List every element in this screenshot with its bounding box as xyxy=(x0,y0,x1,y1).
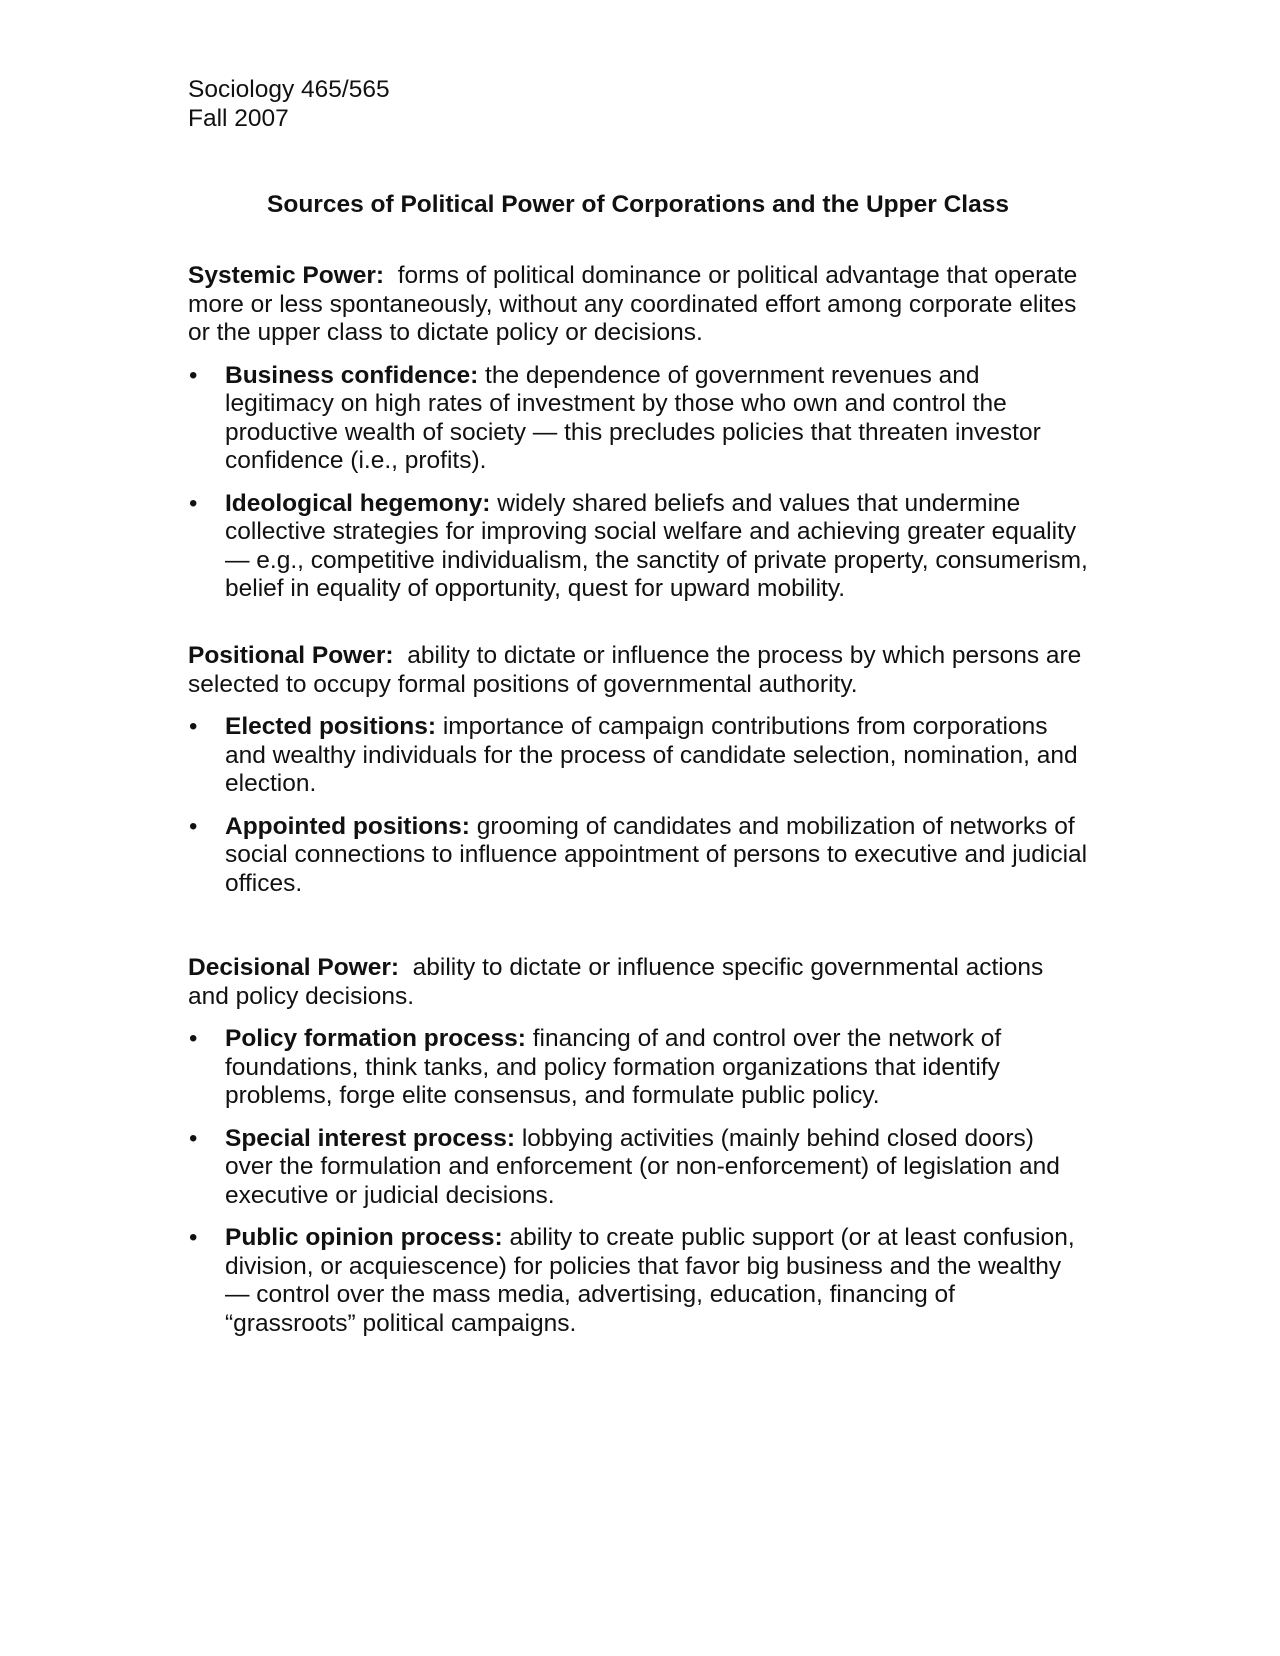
course-number: Sociology 465/565 xyxy=(188,76,390,103)
item-term: Policy formation process: xyxy=(225,1025,526,1052)
list-item xyxy=(188,1025,1088,1111)
list-item xyxy=(188,490,1088,604)
section-positional-power xyxy=(188,642,1088,898)
section-decisional-power xyxy=(188,954,1088,1338)
section-intro xyxy=(188,954,1088,1011)
section-intro xyxy=(188,642,1088,699)
course-term: Fall 2007 xyxy=(188,104,289,132)
list-item xyxy=(188,713,1088,799)
item-text: financing of and control over the network of foundations, think tanks, and policy formation organizations that identify problems, forge elite consensus, and formulate public policy. xyxy=(225,1025,1002,1109)
item-text: the dependence of government revenues and legitimacy on high rates of investment by those who own and control the productive wealth of society — this precludes policies that threaten investor confidence (i.e., profits). xyxy=(225,361,1041,474)
item-term: Business confidence: xyxy=(225,361,479,389)
bullet-icon: • xyxy=(189,713,198,740)
item-term: Elected positions: xyxy=(225,713,437,740)
section-description: forms of political dominance or political advantage that operate more or less spontaneously, without any coordinated effort among corporate elites or the upper class to dictate policy or decisions. xyxy=(188,262,1078,346)
list-item xyxy=(188,813,1088,899)
bullet-icon: • xyxy=(189,1025,198,1052)
section-heading: Decisional Power: xyxy=(188,954,400,981)
course-header xyxy=(188,76,390,133)
section-heading: Systemic Power: xyxy=(188,262,385,289)
item-term: Appointed positions: xyxy=(225,812,470,840)
list-item xyxy=(188,362,1088,476)
section-description: ability to dictate or influence specific governmental actions and policy decisions. xyxy=(188,954,1044,1010)
bullet-list xyxy=(188,362,1088,604)
list-item xyxy=(188,1224,1088,1338)
section-heading: Positional Power: xyxy=(188,642,394,669)
bullet-icon: • xyxy=(189,361,198,389)
item-term: Ideological hegemony: xyxy=(225,489,491,517)
bullet-icon: • xyxy=(189,812,198,840)
section-systemic-power xyxy=(188,262,1088,604)
item-text: lobbying activities (mainly behind closed doors) over the formulation and enforcement (or non-enforcement) of legislation and executive or judicial decisions. xyxy=(225,1124,1060,1209)
document-title: Sources of Political Power of Corporations and the Upper Class xyxy=(267,191,1009,218)
bullet-list xyxy=(188,1025,1088,1338)
section-description: ability to dictate or influence the process by which persons are selected to occupy formal positions of governmental authority. xyxy=(188,642,1082,698)
bullet-icon: • xyxy=(189,1224,198,1251)
bullet-list xyxy=(188,713,1088,898)
section-intro xyxy=(188,262,1088,348)
list-item xyxy=(188,1125,1088,1211)
item-term: Public opinion process: xyxy=(225,1224,503,1251)
item-text: importance of campaign contributions from corporations and wealthy individuals for the process of candidate selection, nomination, and election. xyxy=(225,713,1078,797)
item-text: ability to create public support (or at least confusion, division, or acquiescence) for policies that favor big business and the wealthy — control over the mass media, advertising, education, financing of “grassroots” political campaigns. xyxy=(225,1224,1075,1337)
item-text: widely shared beliefs and values that undermine collective strategies for improving social welfare and achieving greater equality — e.g., competitive individualism, the sanctity of private property, consumerism, belief in equality of opportunity, quest for upward mobility. xyxy=(225,489,1088,602)
item-term: Special interest process: xyxy=(225,1124,516,1152)
bullet-icon: • xyxy=(189,1124,198,1152)
bullet-icon: • xyxy=(189,489,198,517)
item-text: grooming of candidates and mobilization of networks of social connections to influence appointment of persons to executive and judicial offices. xyxy=(225,812,1088,897)
